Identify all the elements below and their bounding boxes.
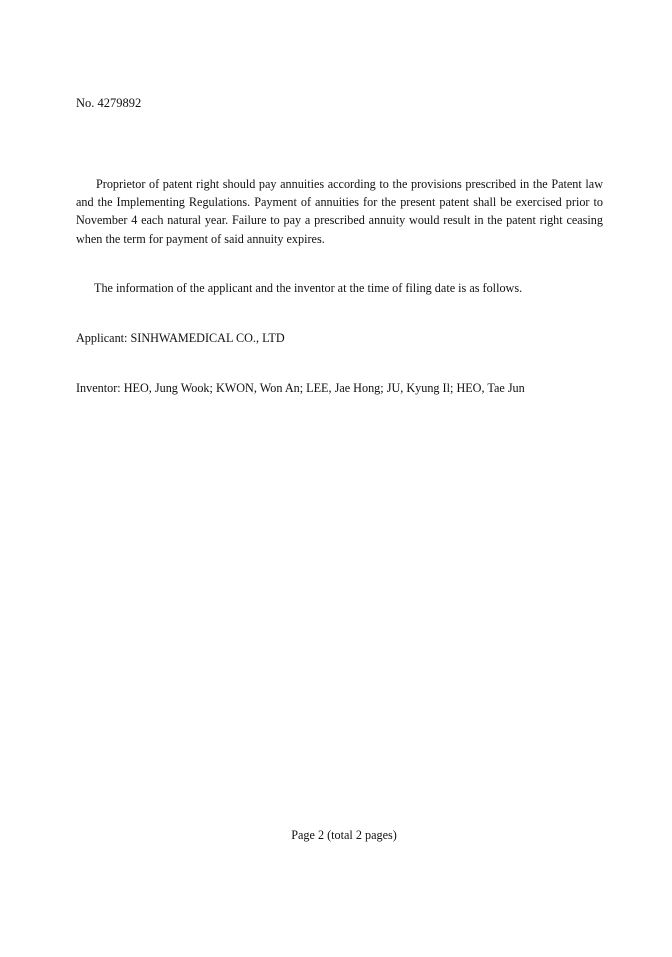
patent-number: No. 4279892 [76,96,142,110]
applicant-line: Applicant: SINHWAMEDICAL CO., LTD [76,331,285,345]
annuity-notice-paragraph: Proprietor of patent right should pay annuities according to the provisions prescribed in the Patent law and the Implementing Regulations. Payment of annuities for the present patent shall be exercised prior to November 4 each natural year. Failure to pay a prescribed annuity would result in the patent right ceasing when the term for payment of said annuity expires. [76,177,603,246]
page-number-footer: Page 2 (total 2 pages) [291,828,397,842]
inventor-line: Inventor: HEO, Jung Wook; KWON, Won An; LEE, Jae Hong; JU, Kyung Il; HEO, Tae Jun [76,381,525,395]
info-intro-paragraph: The information of the applicant and the inventor at the time of filing date is as follows. [94,281,523,295]
